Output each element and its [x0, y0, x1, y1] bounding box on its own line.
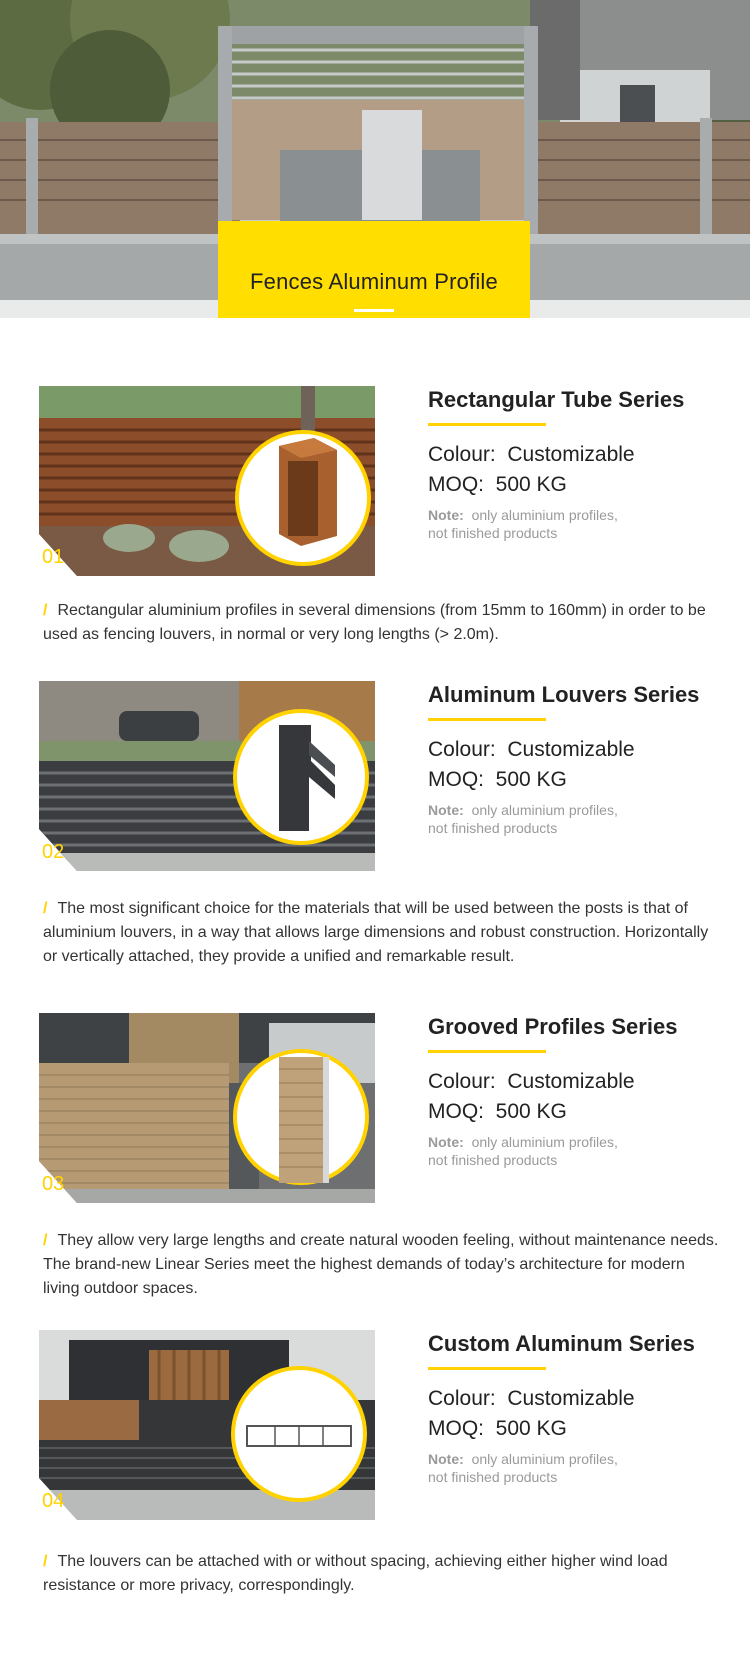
title-underline [428, 1050, 546, 1053]
note-line-2: not finished products [428, 1152, 558, 1168]
description-text: The louvers can be attached with or without spacing, achieving either higher wind load resistance or more privacy, correspondingly. [43, 1553, 668, 1594]
moq-label: MOQ: [428, 1100, 484, 1123]
colour-label: Colour: [428, 1387, 496, 1410]
colour-value: Customizable [507, 738, 635, 761]
note-label: Note: [428, 507, 464, 523]
colour-value: Customizable [507, 1387, 635, 1410]
note-line-2: not finished products [428, 525, 558, 541]
note-line-1: only aluminium profiles, [471, 802, 618, 818]
moq-label: MOQ: [428, 1417, 484, 1440]
colour-spec [428, 440, 728, 470]
moq-value: 500 KG [495, 1417, 567, 1440]
product-number: 02 [42, 841, 65, 863]
slash-marker: / [43, 1232, 48, 1249]
series-title: Aluminum Louvers Series [428, 682, 700, 707]
product-info [428, 681, 728, 837]
note [428, 801, 728, 837]
product-photo [39, 681, 375, 871]
product-photo [39, 1330, 375, 1520]
moq-spec [428, 1414, 728, 1444]
note [428, 1133, 728, 1169]
series-title: Custom Aluminum Series [428, 1331, 695, 1356]
colour-label: Colour: [428, 738, 496, 761]
slash-marker: / [43, 900, 48, 917]
note-line-1: only aluminium profiles, [471, 1451, 618, 1467]
moq-value: 500 KG [495, 768, 567, 791]
description-text: The most significant choice for the materials that will be used between the posts is that of aluminium louvers, in a way that allows large dimensions and robust construction. Horizontally or vertically attached, they provide a unified and remarkable result. [43, 900, 709, 965]
product-description [43, 1550, 719, 1598]
moq-label: MOQ: [428, 768, 484, 791]
title-underline [428, 1367, 546, 1370]
product-info [428, 386, 728, 542]
moq-value: 500 KG [495, 473, 567, 496]
product-number: 01 [42, 546, 65, 568]
colour-spec [428, 1384, 728, 1414]
note-line-2: not finished products [428, 1469, 558, 1485]
slash-marker: / [43, 602, 48, 619]
note-label: Note: [428, 802, 464, 818]
hero-title-banner [218, 221, 530, 318]
colour-spec [428, 735, 728, 765]
colour-value: Customizable [507, 1070, 635, 1093]
note-label: Note: [428, 1451, 464, 1467]
colour-label: Colour: [428, 443, 496, 466]
product-description [43, 599, 719, 647]
colour-value: Customizable [507, 443, 635, 466]
note [428, 506, 728, 542]
product-number: 03 [42, 1173, 65, 1195]
series-title: Rectangular Tube Series [428, 387, 685, 412]
page-title: Fences Aluminum Profile [250, 269, 498, 294]
moq-label: MOQ: [428, 473, 484, 496]
product-number: 04 [42, 1490, 65, 1512]
colour-spec [428, 1067, 728, 1097]
product-photo [39, 1013, 375, 1203]
product-description [43, 897, 719, 969]
moq-value: 500 KG [495, 1100, 567, 1123]
slash-marker: / [43, 1553, 48, 1570]
moq-spec [428, 1097, 728, 1127]
moq-spec [428, 470, 728, 500]
product-description [43, 1229, 719, 1301]
product-photo [39, 386, 375, 576]
grooved-profiles-fence-image [39, 1013, 375, 1203]
note-label: Note: [428, 1134, 464, 1150]
note-line-2: not finished products [428, 820, 558, 836]
custom-aluminum-fence-image [39, 1330, 375, 1520]
series-title: Grooved Profiles Series [428, 1014, 678, 1039]
rectangular-tube-fence-image [39, 386, 375, 576]
moq-spec [428, 765, 728, 795]
note [428, 1450, 728, 1486]
hero-title-underline [354, 309, 394, 312]
description-text: They allow very large lengths and create natural wooden feeling, without maintenance needs. The brand-new Linear Series meet the highest demands of today’s architecture for modern living outdoor spaces. [43, 1232, 719, 1297]
note-line-1: only aluminium profiles, [471, 507, 618, 523]
aluminum-louvers-fence-image [39, 681, 375, 871]
hero [0, 0, 750, 318]
colour-label: Colour: [428, 1070, 496, 1093]
note-line-1: only aluminium profiles, [471, 1134, 618, 1150]
title-underline [428, 423, 546, 426]
description-text: Rectangular aluminium profiles in several dimensions (from 15mm to 160mm) in order to be used as fencing louvers, in normal or very long lengths (> 2.0m). [43, 602, 706, 643]
title-underline [428, 718, 546, 721]
product-info [428, 1330, 728, 1486]
product-info [428, 1013, 728, 1169]
